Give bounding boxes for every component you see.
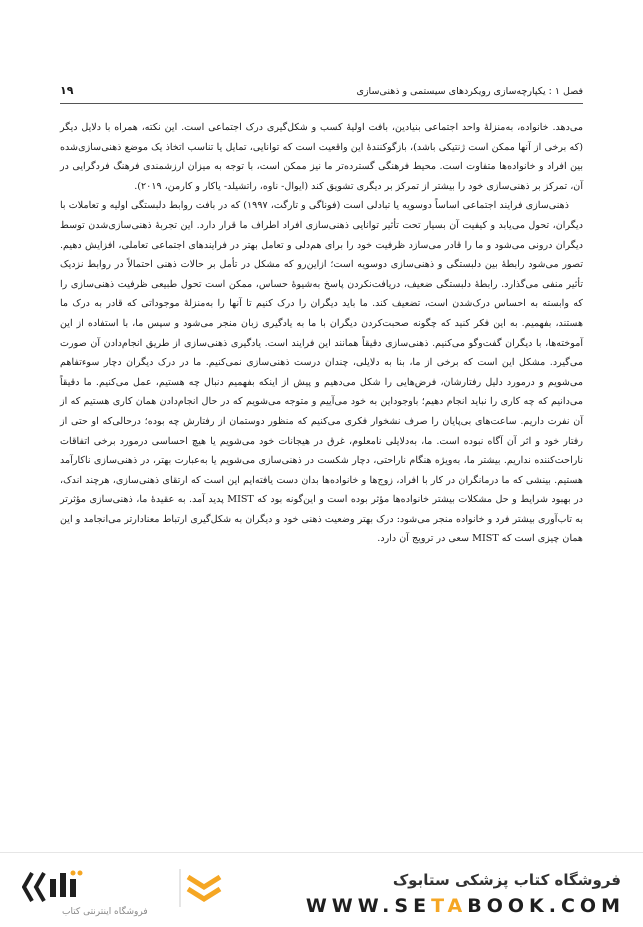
chevron-logo-icon	[178, 867, 226, 909]
header-divider	[60, 103, 583, 104]
logo-subtext: فروشگاه اینترنتی کتاب	[62, 907, 148, 917]
store-url-link[interactable]	[306, 895, 625, 917]
paragraph-2: ذهنی‌سازی فرایند اجتماعی اساساً دوسویه یا تبادلی است (فوناگی و تارگت، ۱۹۹۷) که در بافت روابط دلبستگی اولیه و تعاملات با دیگران، تحول می‌یابد و کیفیت آن بسیار تحت تأثیر توانایی ذهنی‌سازی افراد اطراف ما قرار دارد. این تجربهٔ ذهنی‌سازی‌شدن توسط دیگران درونی می‌شود و ما را قادر می‌سازد ظرفیت خود را برای هم‌دلی و تعامل بهتر در فرایندهای اجتماعی تعاملی، افزایش دهیم. تصور می‌شود رابطهٔ بین دلبستگی و ذهنی‌سازی دوسویه است؛ ازاین‌رو که مشکل در تأمل بر حالات ذهنی احتمالاً در روابط نزدیک تأثیر منفی می‌گذارد. رابطهٔ دلبستگی ضعیف، دریافت‌نکردن پاسخ به‌شیوهٔ حساس، ممکن است تحول طبیعی ظرفیت ذهنی‌سازی را که وابسته به احساس درک‌شدن است، تضعیف کند. ما باید دیگران را درک کنیم تا آنها را به‌منزلهٔ موجوداتی که قادر به درک ما هستند، بفهمیم. به این فکر کنید که چگونه صحبت‌کردن دیگران با ما به یادگیری زبان منجر می‌شود و سپس ما، با استفاده از این آموخته‌ها، با دیگران گفت‌وگو می‌کنیم. ذهنی‌سازی دقیقاً همانند این فرایند است. یادگیری ذهنی‌سازی از طریق انجام‌دادن آن صورت می‌گیرد. مشکل این است که برخی از ما، بنا به دلایلی، چندان درست ذهنی‌سازی نمی‌کنیم. ما در درک دیگران دچار سوءتفاهم می‌شویم و درمورد دلیل رفتارشان، فرض‌هایی را شکل می‌دهیم و پیش از اینکه بفهمیم دنبال چه هستیم، عمل می‌کنیم. ما دقیقاً می‌دانیم که چه کاری را نباید انجام دهیم؛ باوجوداین به خود می‌آییم و متوجه می‌شویم که در حال انجام‌دادن همان کاری هستیم که از آن نفرت داریم. ساعت‌های بی‌پایان را صرف نشخوار فکری می‌کنیم که منظور دوستمان از رفتارش چه بوده؛ درحالی‌که او حتی از رفتار خود و اثر آن آگاه نبوده است. ما، به‌دلایلی نامعلوم، غرق در هیجانات خود می‌شویم یا هیچ احساسی درمورد برخی اتفاقات ناراحت‌کننده نداریم. بیشتر ما، به‌ویژه هنگام ناراحتی، دچار شکست در ذهنی‌سازی می‌شویم یا به‌عبارت بهتر، در ذهنی‌سازی ناکارآمد هستیم. بینشی که ما درمانگران در کار با افراد، زوج‌ها و خانواده‌ها بدان دست یافته‌ایم این است که ارتقای ذهنی‌سازی، هرچند اندک، در بهبود شرایط و حل مشکلات بیشتر خانواده‌ها مؤثر بوده است و این‌گونه بود که MIST پدید آمد. به عقیدهٔ ما، ذهنی‌سازی مؤثرتر به تاب‌آوری بیشتر فرد و خانواده منجر می‌شود: درک بهتر وضعیت ذهنی خود و دیگران به شکل‌گیری ارتباط معنادارتر می‌انجامد و این همان چیزی است که MIST سعی در ترویج آن دارد.	[60, 200, 583, 545]
paragraph-1: می‌دهد. خانواده، به‌منزلهٔ واحد اجتماعی بنیادین، بافت اولیهٔ کسب و شکل‌گیری درک اجتماعی است. این نکته، همراه با دلایل دیگر (که برخی از آنها ممکن است ژنتیکی باشد)، بازگوکنندهٔ این واقعیت است که توانایی، تمایل یا تناسب اتخاذ یک موضع ذهنی‌سازی‌شده بین افراد و خانواده‌ها متفاوت است. محیط فرهنگی گسترده‌تر ما نیز ممکن است، با توجه به میزان ارزشمندی فرهنگ فردگرایی در آن، تمرکز بر ذهنی‌سازی خود را بیشتر از تمرکز بر دیگری تشویق کند (ایوال- ناوه، راتشیلد- یاکار و کارمن، ۲۰۱۹).	[60, 122, 583, 192]
url-accent: TA	[431, 895, 468, 917]
setabook-logo-icon	[22, 869, 86, 905]
chapter-title: فصل ۱ : یکپارچه‌سازی رویکردهای سیستمی و ذهنی‌سازی	[356, 86, 583, 97]
store-name: فروشگاه کتاب پزشکی ستابوک	[392, 871, 621, 889]
url-prefix: WWW.SE	[305, 895, 432, 917]
body-text	[60, 118, 583, 549]
store-footer	[0, 852, 643, 927]
url-suffix: BOOK.COM	[467, 895, 625, 917]
page-number: ۱۹	[60, 84, 74, 97]
setabook-logo[interactable]	[22, 865, 172, 921]
page-header	[60, 84, 583, 102]
